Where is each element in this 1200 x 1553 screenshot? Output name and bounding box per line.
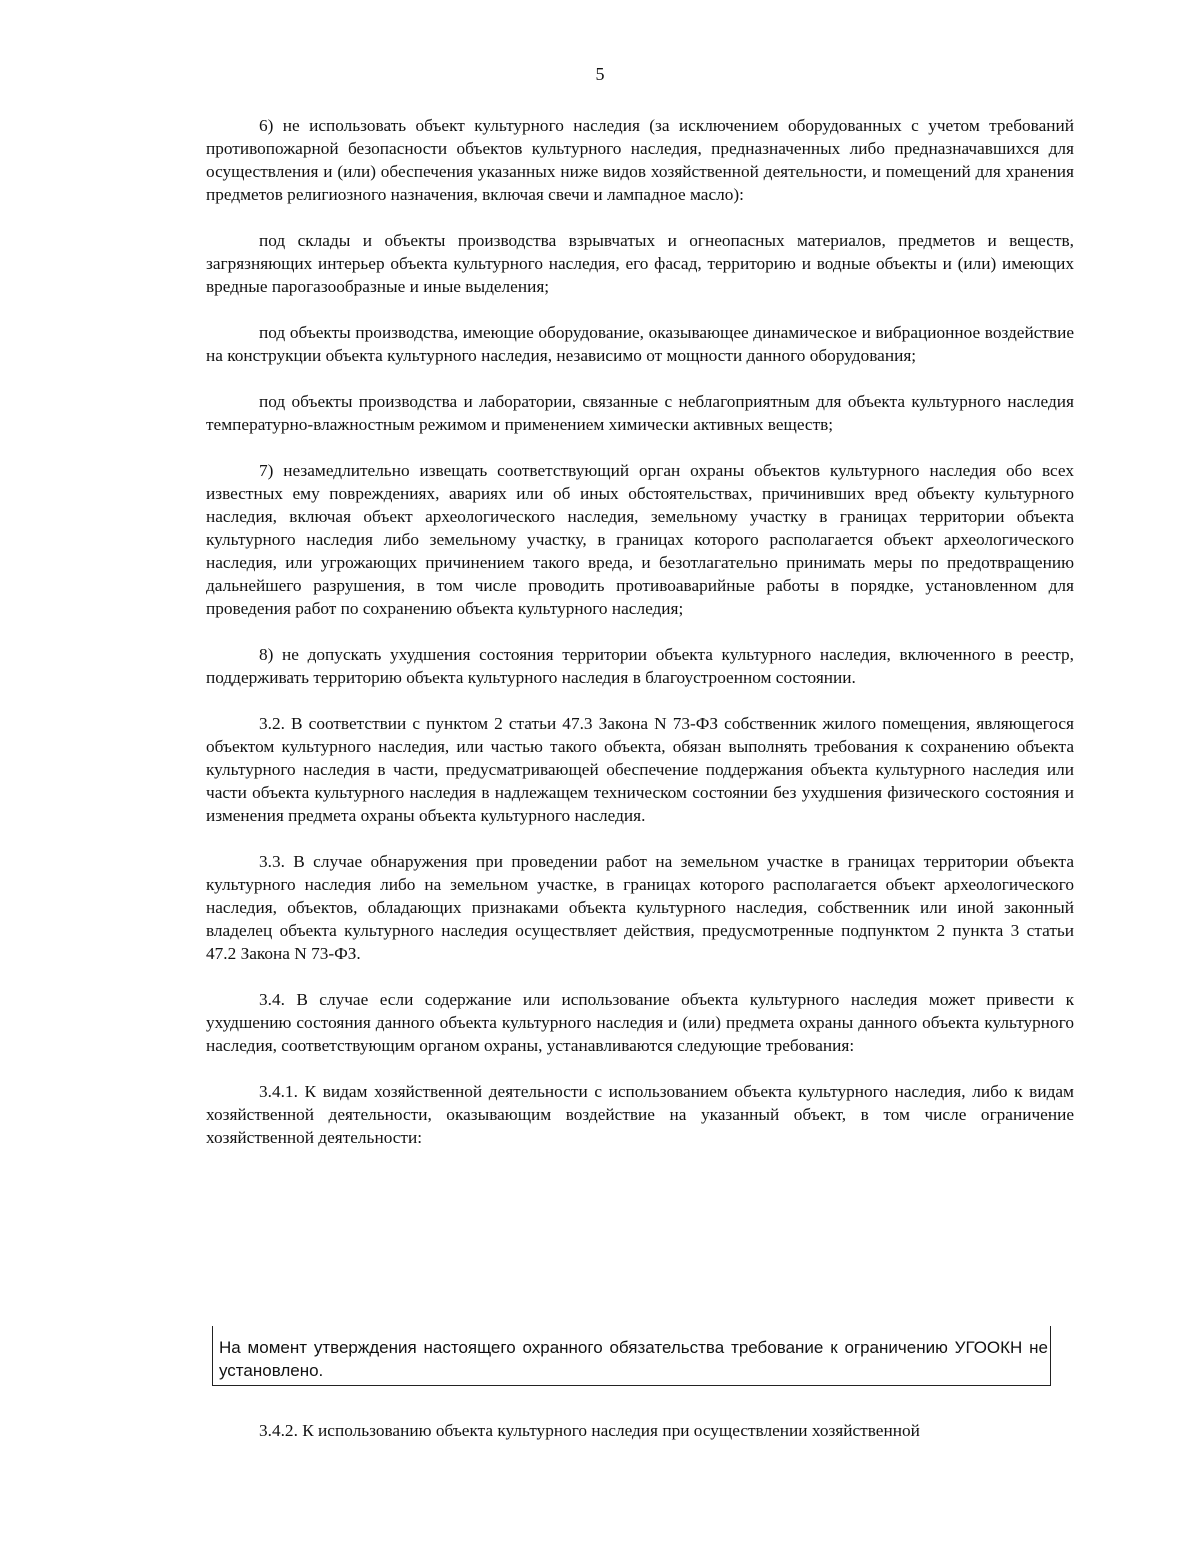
paragraph-item-8: 8) не допускать ухудшения состояния территории объекта культурного наследия, включенного в реестр, поддерживать территорию объекта культурного наследия в благоустроенном состоянии.: [206, 645, 1074, 687]
paragraph-vibration: под объекты производства, имеющие оборудование, оказывающее динамическое и вибрационное воздействие на конструкции объекта культурного наследия, независимо от мощности данного оборудования;: [206, 323, 1074, 365]
paragraph-3-3: 3.3. В случае обнаружения при проведении работ на земельном участке в границах территории объекта культурного наследия либо на земельном участке, в границах которого располагается объект археологического наследия, объектов, обладающих признаками объекта культурного наследия, собственник или иной законный владелец объекта культурного наследия осуществляет действия, предусмотренные подпунктом 2 пункта 3 статьи 47.2 Закона N 73-ФЗ.: [206, 852, 1074, 963]
paragraph-3-4-1: 3.4.1. К видам хозяйственной деятельности с использованием объекта культурного наследия, либо к видам хозяйственной деятельности, оказывающим воздействие на указанный объект, в том числе ограничение хозяйственной деятельности:: [206, 1082, 1074, 1147]
document-body: [206, 114, 1074, 1172]
paragraph-3-4-2: 3.4.2. К использованию объекта культурного наследия при осуществлении хозяйственной: [259, 1421, 920, 1440]
restriction-note-box: На момент утверждения настоящего охранного обязательства требование к ограничению УГООКН не установлено.: [212, 1326, 1051, 1386]
paragraph-item-6: 6) не использовать объект культурного наследия (за исключением оборудованных с учетом требований противопожарной безопасности объектов культурного наследия, предназначенных либо предназначавшихся для осуществления и (или) обеспечения указанных ниже видов хозяйственной деятельности, и помещений для хранения предметов религиозного назначения, включая свечи и лампадное масло):: [206, 116, 1074, 204]
paragraph-3-2: 3.2. В соответствии с пунктом 2 статьи 47.3 Закона N 73-ФЗ собственник жилого помещения, являющегося объектом культурного наследия, или частью такого объекта, обязан выполнять требования к сохранению объекта культурного наследия в части, предусматривающей обеспечение поддержания объекта культурного наследия или части объекта культурного наследия в надлежащем техническом состоянии без ухудшения физического состояния и изменения предмета охраны объекта культурного наследия.: [206, 714, 1074, 825]
page-number: 5: [595, 64, 605, 84]
paragraph-warehouses: под склады и объекты производства взрывчатых и огнеопасных материалов, предметов и веществ, загрязняющих интерьер объекта культурного наследия, его фасад, территорию и водные объекты и (или) имеющих вредные парогазообразные и иные выделения;: [206, 231, 1074, 296]
paragraph-laboratories: под объекты производства и лаборатории, связанные с неблагоприятным для объекта культурного наследия температурно-влажностным режимом и применением химически активных веществ;: [206, 392, 1074, 434]
paragraph-3-4: 3.4. В случае если содержание или использование объекта культурного наследия может привести к ухудшению состояния данного объекта культурного наследия и (или) предмета охраны данного объекта культурного наследия, соответствующим органом охраны, устанавливаются следующие требования:: [206, 990, 1074, 1055]
paragraph-item-7: 7) незамедлительно извещать соответствующий орган охраны объектов культурного наследия обо всех известных ему повреждениях, авариях или об иных обстоятельствах, причинивших вред объекту культурного наследия, включая объект археологического наследия, земельному участку в границах территории объекта культурного наследия либо земельному участку, в границах которого располагается объект археологического наследия, или угрожающих причинением такого вреда, и безотлагательно принимать меры по предотвращению дальнейшего разрушения, в том числе проводить противоаварийные работы в порядке, установленном для проведения работ по сохранению объекта культурного наследия;: [206, 461, 1074, 618]
